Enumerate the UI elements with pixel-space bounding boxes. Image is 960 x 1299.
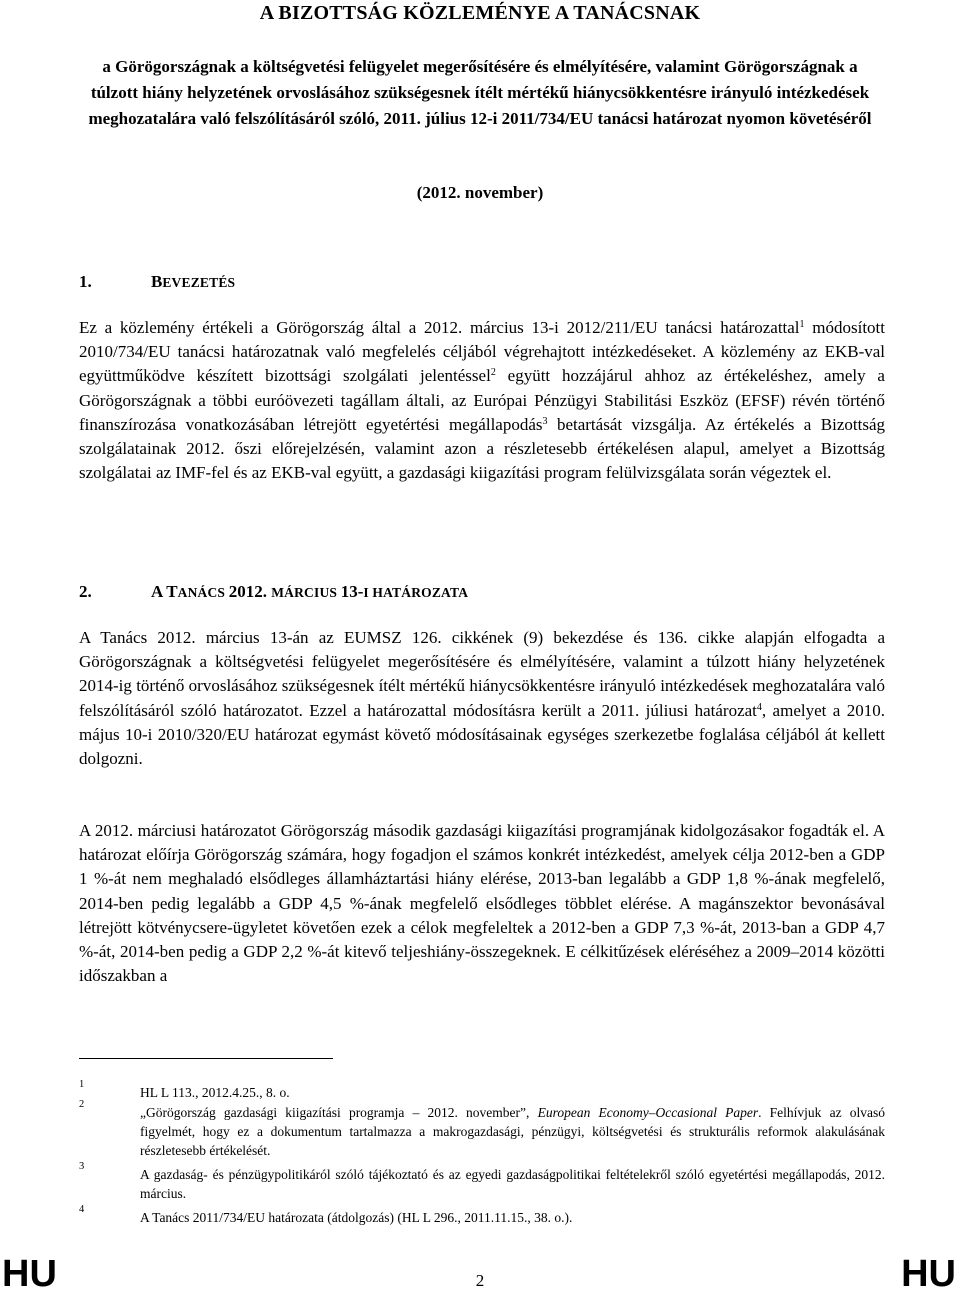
footnote-ref-4[interactable]: 4 <box>756 701 762 713</box>
footnote-separator <box>79 1058 333 1059</box>
footnote-number: 3 <box>79 1161 85 1172</box>
section-2-heading <box>79 582 468 602</box>
footnote-number: 2 <box>79 1099 85 1110</box>
footnote-ref-2[interactable]: 2 <box>490 367 496 379</box>
footer-language-left: HU <box>2 1253 57 1295</box>
heading-text: A TANÁCS 2012. MÁRCIUS 13-I HATÁROZATA <box>151 582 469 601</box>
heading-text: BEVEZETÉS <box>151 272 236 291</box>
footnote-text: A gazdaság- és pénzügypolitikáról szóló tájékoztató és az egyedi gazdaságpolitikai feltételekről szóló egyetértési megállapodás, 2012. március. <box>140 1167 885 1201</box>
footnote-text: HL L 113., 2012.4.25., 8. o. <box>140 1085 290 1100</box>
document-date: (2012. november) <box>416 183 544 202</box>
footnote-text: A Tanács 2011/734/EU határozata (átdolgozás) (HL L 296., 2011.11.15., 38. o.). <box>140 1210 573 1225</box>
section-2-paragraph-2: A 2012. márciusi határozatot Görögország második gazdasági kiigazítási programjának kidolgozásakor fogadták el. A határozat előírja Görögország számára, hogy fogadjon el számos konkrét intézkedést, amelyek célja 2012-ben a GDP 1 %-át nem meghaladó elsődleges államháztartási hiány elérése, 2013-ban legalább a GDP 1,8 %-ának megfelelő, 2014-ben pedig legalább a GDP 4,5 %-ának megfelelő elsődleges többlet elérése. A magánszektor bevonásával létrejött kötvénycsere-ügyletet követően ezek a célok megfeleltek a 2012-ben a GDP 7,3 %-át, 2013-ban a GDP 4,7 %-át, 2014-ben pedig a GDP 2,2 %-át kitevő teljeshiány-összegeknek. E célkitűzések eléréséhez a 2009–2014 közötti időszakban a <box>79 821 885 986</box>
section-number: 2. <box>79 582 92 601</box>
footnote-ref-1[interactable]: 1 <box>799 319 805 330</box>
page-number: 2 <box>475 1271 485 1290</box>
section-2-paragraph-1: A Tanács 2012. március 13-án az EUMSZ 126. cikkének (9) bekezdése és 136. cikke alapján elfogadta a Görögországnak a költségvetési felügyelet megerősítésére és elmélyítésére, valamint a túlzott hiány helyzetének 2014-ig történő orvoslásához szükségesnek ítélt mértékű hiánycsökkentésre irányuló intézkedések meghozatalára való felszólításáról szóló határozatot. Ezzel a határozattal módosításra került a 2011. júliusi határozat$^4$, amelyet a 2010. május 10-i 2010/320/EU határozat egymást követő módosításainak egységes szerkezetbe foglalása céljából át kellett dolgozni. <box>79 628 885 769</box>
section-1-paragraph: Ez a közlemény értékeli a Görögország által a 2012. március 13-i 2012/211/EU tanácsi határozattal$^1$ módosított 2010/734/EU tanácsi határozatnak való megfelelés céljából végrehajtott intézkedéseket. A közlemény az EKB-val együttműködve készített bizottsági szolgálati jelentéssel$^2$ együtt hozzájárul ahhoz az értékeléshez, amely a Görögországnak a többi euróövezeti tagállam általi, az Európai Pénzügyi Stabilitási Eszköz (EFSF) révén történő finanszírozása vonatkozásában létrejött egyetértési megállapodás$^3$ betartását vizsgálja. Az értékelés a Bizottság szolgálatainak 2012. őszi előrejelzésén, valamint azon a részletesebb értékelésen alapul, amelyet a Bizottság szolgálatai az IMF-fel és az EKB-val együtt, a gazdasági kiigazítási program felülvizsgálata során végeztek el. <box>79 318 885 483</box>
document-subtitle: a Görögországnak a költségvetési felügyelet megerősítésére és elmélyítésére, valamint Görögországnak a túlzott hiány helyzetének orvoslásához szükségesnek ítélt mértékű hiánycsökkentésre irányuló intézkedések meghozatalára való felszólításáról szóló, 2011. július 12-i 2011/734/EU tanácsi határozat nyomon követéséről <box>88 57 872 128</box>
document-title: A BIZOTTSÁG KÖZLEMÉNYE A TANÁCSNAK <box>259 2 701 24</box>
footnote-ref-3[interactable]: 3 <box>542 415 548 427</box>
section-1-heading <box>79 272 235 292</box>
footnote-number: 4 <box>79 1204 85 1215</box>
footnote-text: „Görögország gazdasági kiigazítási programja – 2012. november”, European Economy–Occasional Paper. Felhívjuk az olvasó figyelmét, hogy ez a dokumentum tartalmazza a makrogazdasági, pénzügyi, költségvetési és strukturális reformok alakulásának részletesebb értékelését. <box>140 1105 885 1158</box>
footnote-number: 1 <box>79 1079 85 1090</box>
section-number: 1. <box>79 272 92 291</box>
footer-language-right: HU <box>901 1253 956 1295</box>
